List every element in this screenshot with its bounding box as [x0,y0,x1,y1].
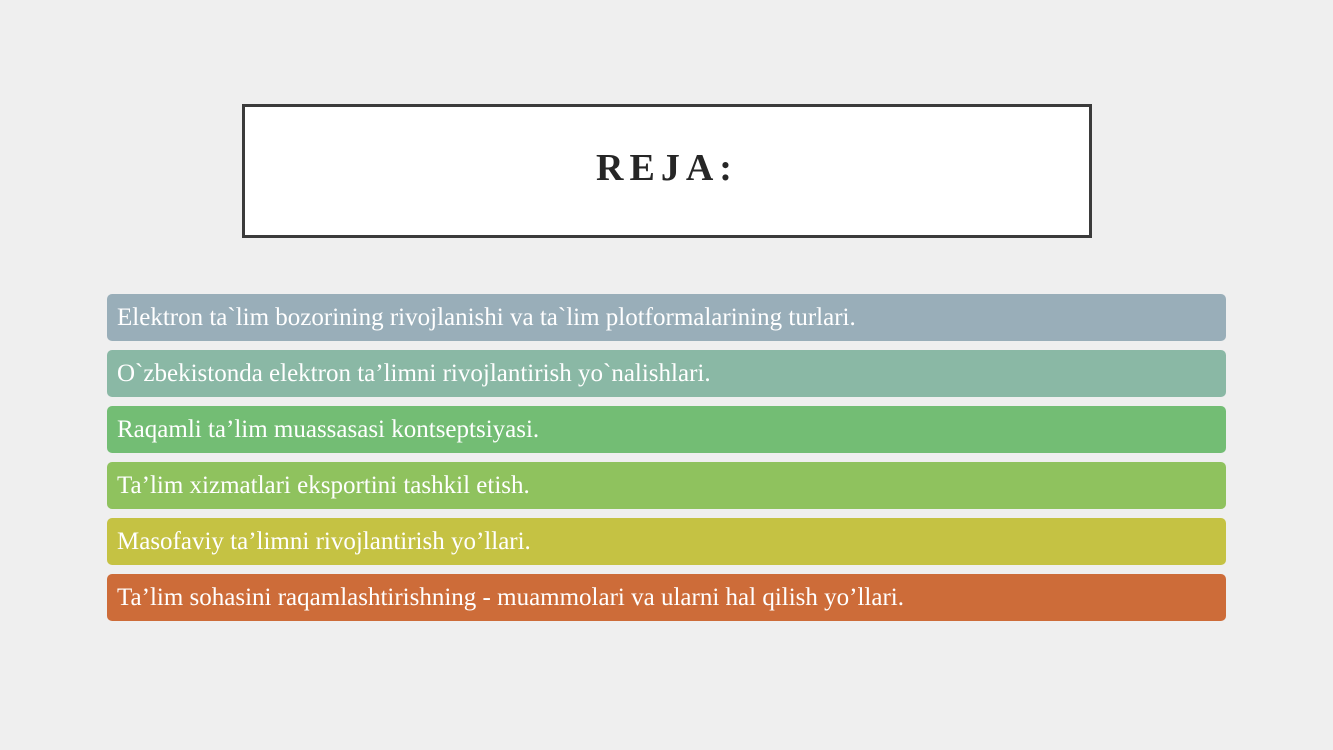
plan-item-text: Elektron ta`lim bozorining rivojlanishi va ta`lim plotformalarining turlari. [117,303,856,331]
plan-item [107,462,1226,509]
plan-item [107,406,1226,453]
plan-list [107,294,1226,630]
plan-item-text: Masofaviy ta’limni rivojlantirish yo’llari. [117,527,531,555]
title-box [242,104,1092,238]
plan-item [107,350,1226,397]
plan-item [107,518,1226,565]
plan-item [107,294,1226,341]
plan-item-text: Raqamli ta’lim muassasasi kontseptsiyasi. [117,415,540,443]
plan-item-text: O`zbekistonda elektron ta’limni rivojlantirish yo`nalishlari. [117,359,711,387]
plan-item-text: Ta’lim sohasini raqamlashtirishning - muammolari va ularni hal qilish yo’llari. [117,583,904,611]
plan-item [107,574,1226,621]
plan-item-text: Ta’lim xizmatlari eksportini tashkil etish. [117,471,530,499]
slide-title: REJA: [596,147,738,189]
